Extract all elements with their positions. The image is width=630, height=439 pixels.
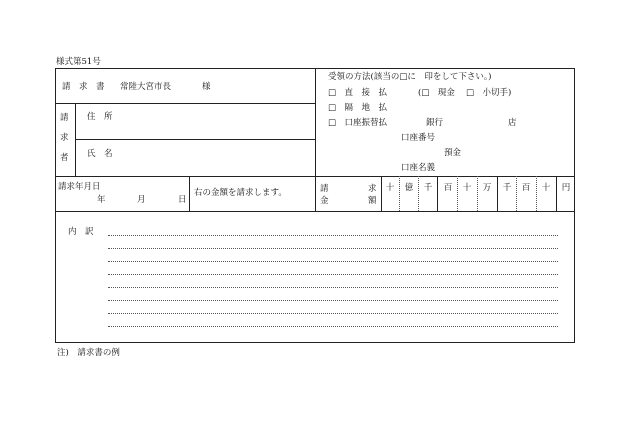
digit-label: 十 (462, 183, 472, 193)
date-month: 月 (137, 195, 146, 205)
deposit-label: 預金 (444, 148, 462, 158)
date-day: 日 (178, 195, 187, 205)
claim-statement: 右の金額を請求します。 (194, 188, 287, 198)
bank-label: 銀行 (426, 118, 444, 128)
divider-claimant (75, 103, 76, 176)
details-line[interactable] (108, 261, 558, 262)
digit-label: 千 (423, 183, 433, 193)
account-name-label: 口座名義 (401, 163, 436, 173)
payment-check[interactable]: □ 小切手) (466, 88, 512, 98)
details-line[interactable] (108, 313, 558, 314)
details-line[interactable] (108, 235, 558, 236)
details-line[interactable] (108, 248, 558, 249)
digit-label: 円 (561, 183, 571, 193)
amount-label-3: 金 (320, 196, 329, 206)
divider-row-4 (55, 211, 575, 212)
payment-transfer[interactable]: □ 口座振替払 (328, 118, 388, 128)
digit-label: 十 (541, 183, 551, 193)
digit-label: 十 (385, 183, 395, 193)
digit-label: 万 (482, 183, 492, 193)
form-number: 様式第51号 (56, 57, 101, 67)
details-line[interactable] (108, 287, 558, 288)
claimant-char-2: 求 (60, 133, 69, 143)
divider-row-2 (75, 139, 315, 140)
branch-label: 店 (508, 118, 517, 128)
claimant-char-3: 者 (60, 153, 69, 163)
address-label: 住 所 (87, 112, 113, 122)
payment-cash[interactable]: (□ 現金 (418, 88, 455, 98)
divider-date (189, 176, 190, 211)
digit-label: 百 (521, 183, 531, 193)
digit-label: 千 (502, 183, 512, 193)
digit-label: 億 (404, 183, 414, 193)
details-line[interactable] (108, 300, 558, 301)
digit-cell-line (437, 176, 438, 211)
payment-title: 受領の方法(該当の□に 印をして下さい。) (328, 72, 492, 82)
payment-direct[interactable]: □ 直 接 払 (328, 88, 388, 98)
amount-label-4: 額 (368, 196, 377, 206)
addressee: 常陸大宮市長 (120, 82, 172, 92)
amount-label-1: 請 (320, 184, 329, 194)
date-label: 請求年月日 (58, 182, 101, 192)
account-number-label: 口座番号 (401, 133, 436, 143)
payment-remote[interactable]: □ 隔 地 払 (328, 103, 388, 113)
claimant-char-1: 請 (60, 113, 69, 123)
details-label: 内 訳 (68, 227, 94, 237)
honorific: 様 (202, 82, 211, 92)
divider-statement (315, 176, 316, 211)
divider-row-1 (55, 103, 315, 104)
digit-label: 百 (443, 183, 453, 193)
name-label: 氏 名 (87, 149, 113, 159)
divider-left-right (315, 68, 316, 176)
footnote: 注) 請求書の例 (57, 348, 120, 358)
invoice-label: 請 求 書 (62, 82, 105, 92)
details-line[interactable] (108, 274, 558, 275)
details-line[interactable] (108, 326, 558, 327)
date-year: 年 (97, 195, 106, 205)
amount-label-2: 求 (368, 184, 377, 194)
